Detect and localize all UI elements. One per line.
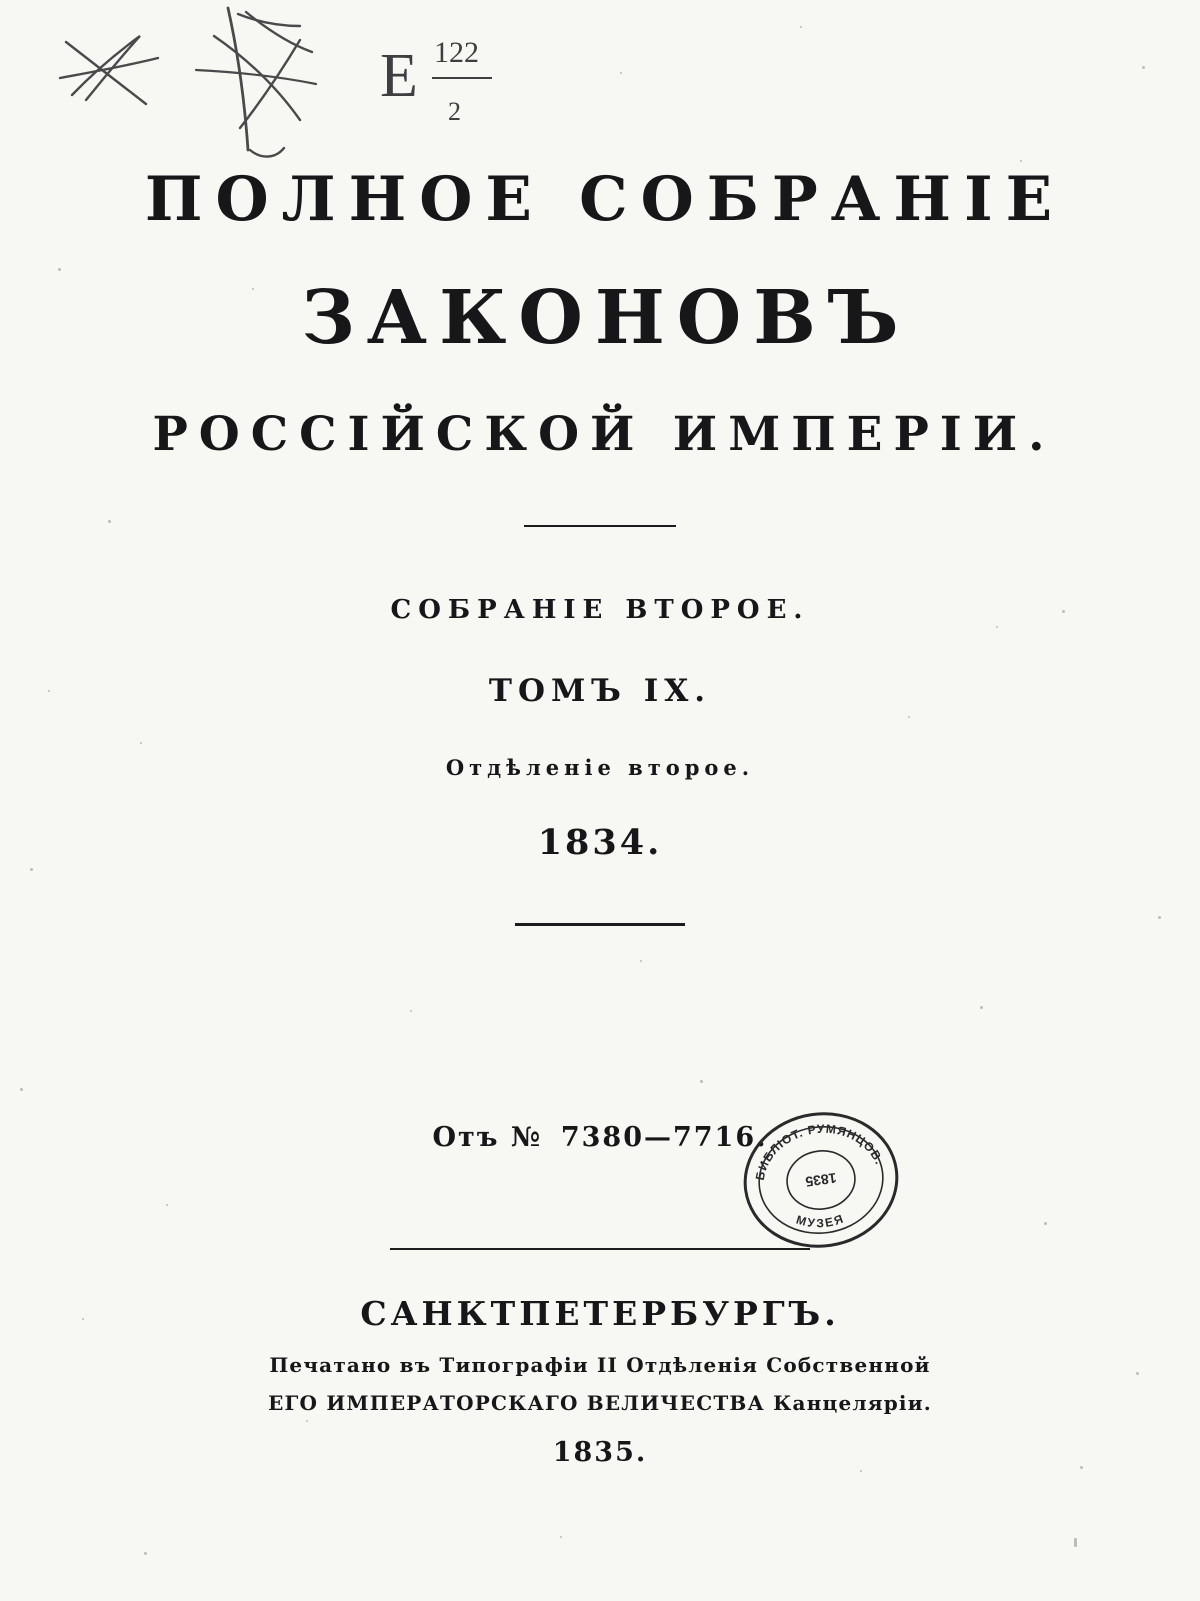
imprint-line-1: Печатано въ Типографіи II Отдѣленія Собственной (269, 1353, 931, 1377)
paper-speck (1158, 916, 1161, 919)
page-title-line-2: ЗАКОНОВЪ (301, 275, 911, 362)
paper-speck (82, 1318, 84, 1320)
divider-rule-middle (515, 923, 685, 926)
title-block (0, 164, 1200, 926)
paper-speck (1080, 1466, 1083, 1469)
paper-speck (140, 742, 142, 744)
divider-rule-top (524, 525, 676, 527)
paper-speck (560, 1536, 562, 1538)
section-label: Отдѣленіе второе. (445, 755, 755, 781)
handwriting-letter: E (380, 42, 418, 110)
paper-speck (1074, 1538, 1077, 1547)
page-title-line-1: ПОЛНОЕ СОБРАНІЕ (144, 164, 1066, 235)
numbers-symbol: № (510, 1122, 543, 1153)
library-stamp-icon (735, 1105, 907, 1255)
act-number-range (0, 1122, 1200, 1153)
handwriting-number: 122 (434, 36, 479, 69)
paper-speck (306, 1420, 308, 1422)
numbers-prefix: Отъ (432, 1122, 500, 1153)
paper-speck (144, 1552, 147, 1555)
paper-speck (620, 72, 622, 74)
paper-speck (166, 1204, 168, 1206)
paper-speck (1044, 1222, 1047, 1225)
publication-city: САНКТПЕТЕРБУРГЪ. (360, 1294, 840, 1333)
paper-speck (410, 1010, 412, 1012)
paper-speck (640, 960, 642, 962)
paper-speck (20, 1088, 23, 1091)
imprint-block (0, 1248, 1200, 1468)
print-year: 1835. (552, 1437, 648, 1468)
divider-rule-footer (390, 1248, 810, 1250)
paper-speck (908, 716, 910, 718)
paper-speck (1020, 160, 1022, 162)
numbers-range: 7380—7716. (560, 1122, 768, 1153)
paper-speck (48, 690, 50, 692)
paper-speck (980, 1006, 983, 1009)
year-label: 1834. (537, 822, 663, 864)
svg-text:БИБЛІОТ. РУМЯНЦОВ.: БИБЛІОТ. РУМЯНЦОВ. (752, 1121, 887, 1182)
paper-speck (1136, 1372, 1139, 1375)
svg-text:МУЗЕЯ: МУЗЕЯ (794, 1211, 847, 1231)
paper-speck (108, 520, 111, 523)
paper-speck (996, 626, 998, 628)
paper-speck (700, 1080, 703, 1083)
paper-speck (1062, 610, 1065, 613)
paper-speck (1142, 66, 1145, 69)
handwritten-annotation (0, 0, 1200, 180)
collection-label: СОБРАНІЕ ВТОРОЕ. (390, 595, 810, 626)
paper-speck (860, 1470, 862, 1472)
page-title-line-3: РОССІЙСКОЙ ИМПЕРІИ. (152, 406, 1056, 462)
paper-speck (30, 868, 33, 871)
paper-speck (800, 26, 802, 28)
imprint-line-2: ЕГО ИМПЕРАТОРСКАГО ВЕЛИЧЕСТВА Канцеляріи. (268, 1391, 932, 1415)
paper-speck (58, 268, 61, 271)
paper-speck (252, 288, 254, 290)
svg-text:1835: 1835 (804, 1169, 838, 1191)
handwriting-denominator: 2 (448, 97, 461, 126)
volume-label: ТОМЪ IX. (488, 673, 712, 710)
